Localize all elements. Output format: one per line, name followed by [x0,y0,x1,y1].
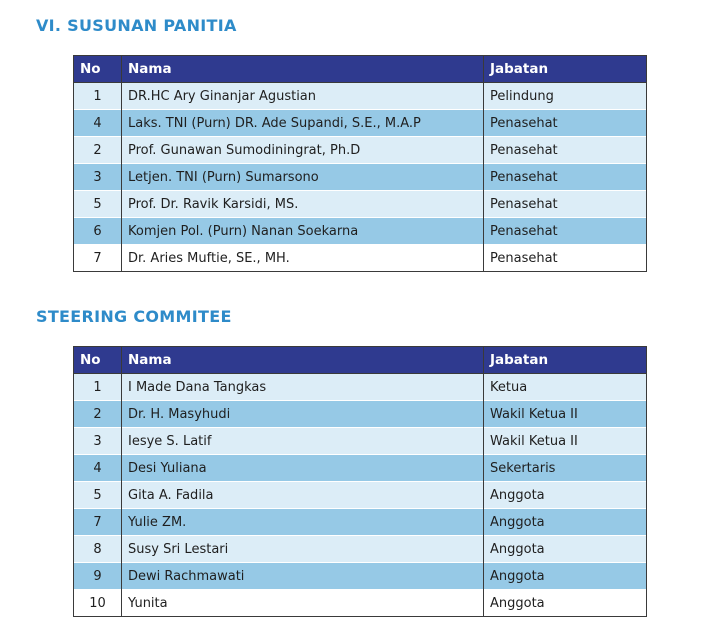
table-row [74,536,647,563]
cell-jabatan: Anggota [484,482,647,509]
table-header-row [74,56,647,83]
cell-jabatan: Penasehat [484,245,647,272]
cell-jabatan: Wakil Ketua II [484,428,647,455]
cell-nama: Komjen Pol. (Purn) Nanan Soekarna [122,218,484,245]
cell-jabatan: Anggota [484,563,647,590]
column-header-jabatan: Jabatan [484,347,647,374]
table-row [74,563,647,590]
table-row [74,218,647,245]
cell-jabatan: Anggota [484,509,647,536]
cell-jabatan: Anggota [484,536,647,563]
table-header-row [74,347,647,374]
cell-jabatan: Sekertaris [484,455,647,482]
column-header-nama: Nama [122,347,484,374]
section-title-susunan-panitia: VI. SUSUNAN PANITIA [36,16,237,35]
table-row [74,245,647,272]
susunan-panitia-table [73,55,647,272]
cell-nama: Prof. Dr. Ravik Karsidi, MS. [122,191,484,218]
cell-nama: Yulie ZM. [122,509,484,536]
cell-no: 9 [74,563,122,590]
cell-jabatan: Penasehat [484,110,647,137]
cell-no: 4 [74,455,122,482]
cell-jabatan: Anggota [484,590,647,617]
cell-nama: I Made Dana Tangkas [122,374,484,401]
cell-jabatan: Penasehat [484,191,647,218]
column-header-nama: Nama [122,56,484,83]
table-row [74,509,647,536]
cell-no: 7 [74,245,122,272]
cell-nama: Gita A. Fadila [122,482,484,509]
cell-no: 2 [74,137,122,164]
table-row [74,374,647,401]
cell-jabatan: Pelindung [484,83,647,110]
table-row [74,164,647,191]
cell-nama: Dr. Aries Muftie, SE., MH. [122,245,484,272]
steering-commitee-table [73,346,647,617]
cell-no: 3 [74,428,122,455]
cell-nama: Desi Yuliana [122,455,484,482]
cell-nama: Dr. H. Masyhudi [122,401,484,428]
column-header-jabatan: Jabatan [484,56,647,83]
table-row [74,191,647,218]
table-row [74,590,647,617]
cell-no: 8 [74,536,122,563]
cell-no: 1 [74,83,122,110]
cell-no: 10 [74,590,122,617]
table-row [74,482,647,509]
cell-no: 5 [74,482,122,509]
cell-no: 3 [74,164,122,191]
section-title-steering-commitee: STEERING COMMITEE [36,307,232,326]
cell-nama: DR.HC Ary Ginanjar Agustian [122,83,484,110]
cell-nama: Iesye S. Latif [122,428,484,455]
table-row [74,137,647,164]
cell-jabatan: Penasehat [484,218,647,245]
cell-nama: Dewi Rachmawati [122,563,484,590]
cell-jabatan: Wakil Ketua II [484,401,647,428]
cell-nama: Prof. Gunawan Sumodiningrat, Ph.D [122,137,484,164]
table-row [74,110,647,137]
cell-no: 2 [74,401,122,428]
column-header-no: No [74,347,122,374]
cell-jabatan: Ketua [484,374,647,401]
table-row [74,83,647,110]
column-header-no: No [74,56,122,83]
cell-nama: Laks. TNI (Purn) DR. Ade Supandi, S.E., M.A.P [122,110,484,137]
cell-nama: Susy Sri Lestari [122,536,484,563]
table-row [74,455,647,482]
cell-nama: Yunita [122,590,484,617]
cell-jabatan: Penasehat [484,164,647,191]
cell-no: 6 [74,218,122,245]
cell-no: 4 [74,110,122,137]
cell-nama: Letjen. TNI (Purn) Sumarsono [122,164,484,191]
table-row [74,428,647,455]
cell-no: 7 [74,509,122,536]
cell-no: 1 [74,374,122,401]
table-row [74,401,647,428]
cell-jabatan: Penasehat [484,137,647,164]
cell-no: 5 [74,191,122,218]
